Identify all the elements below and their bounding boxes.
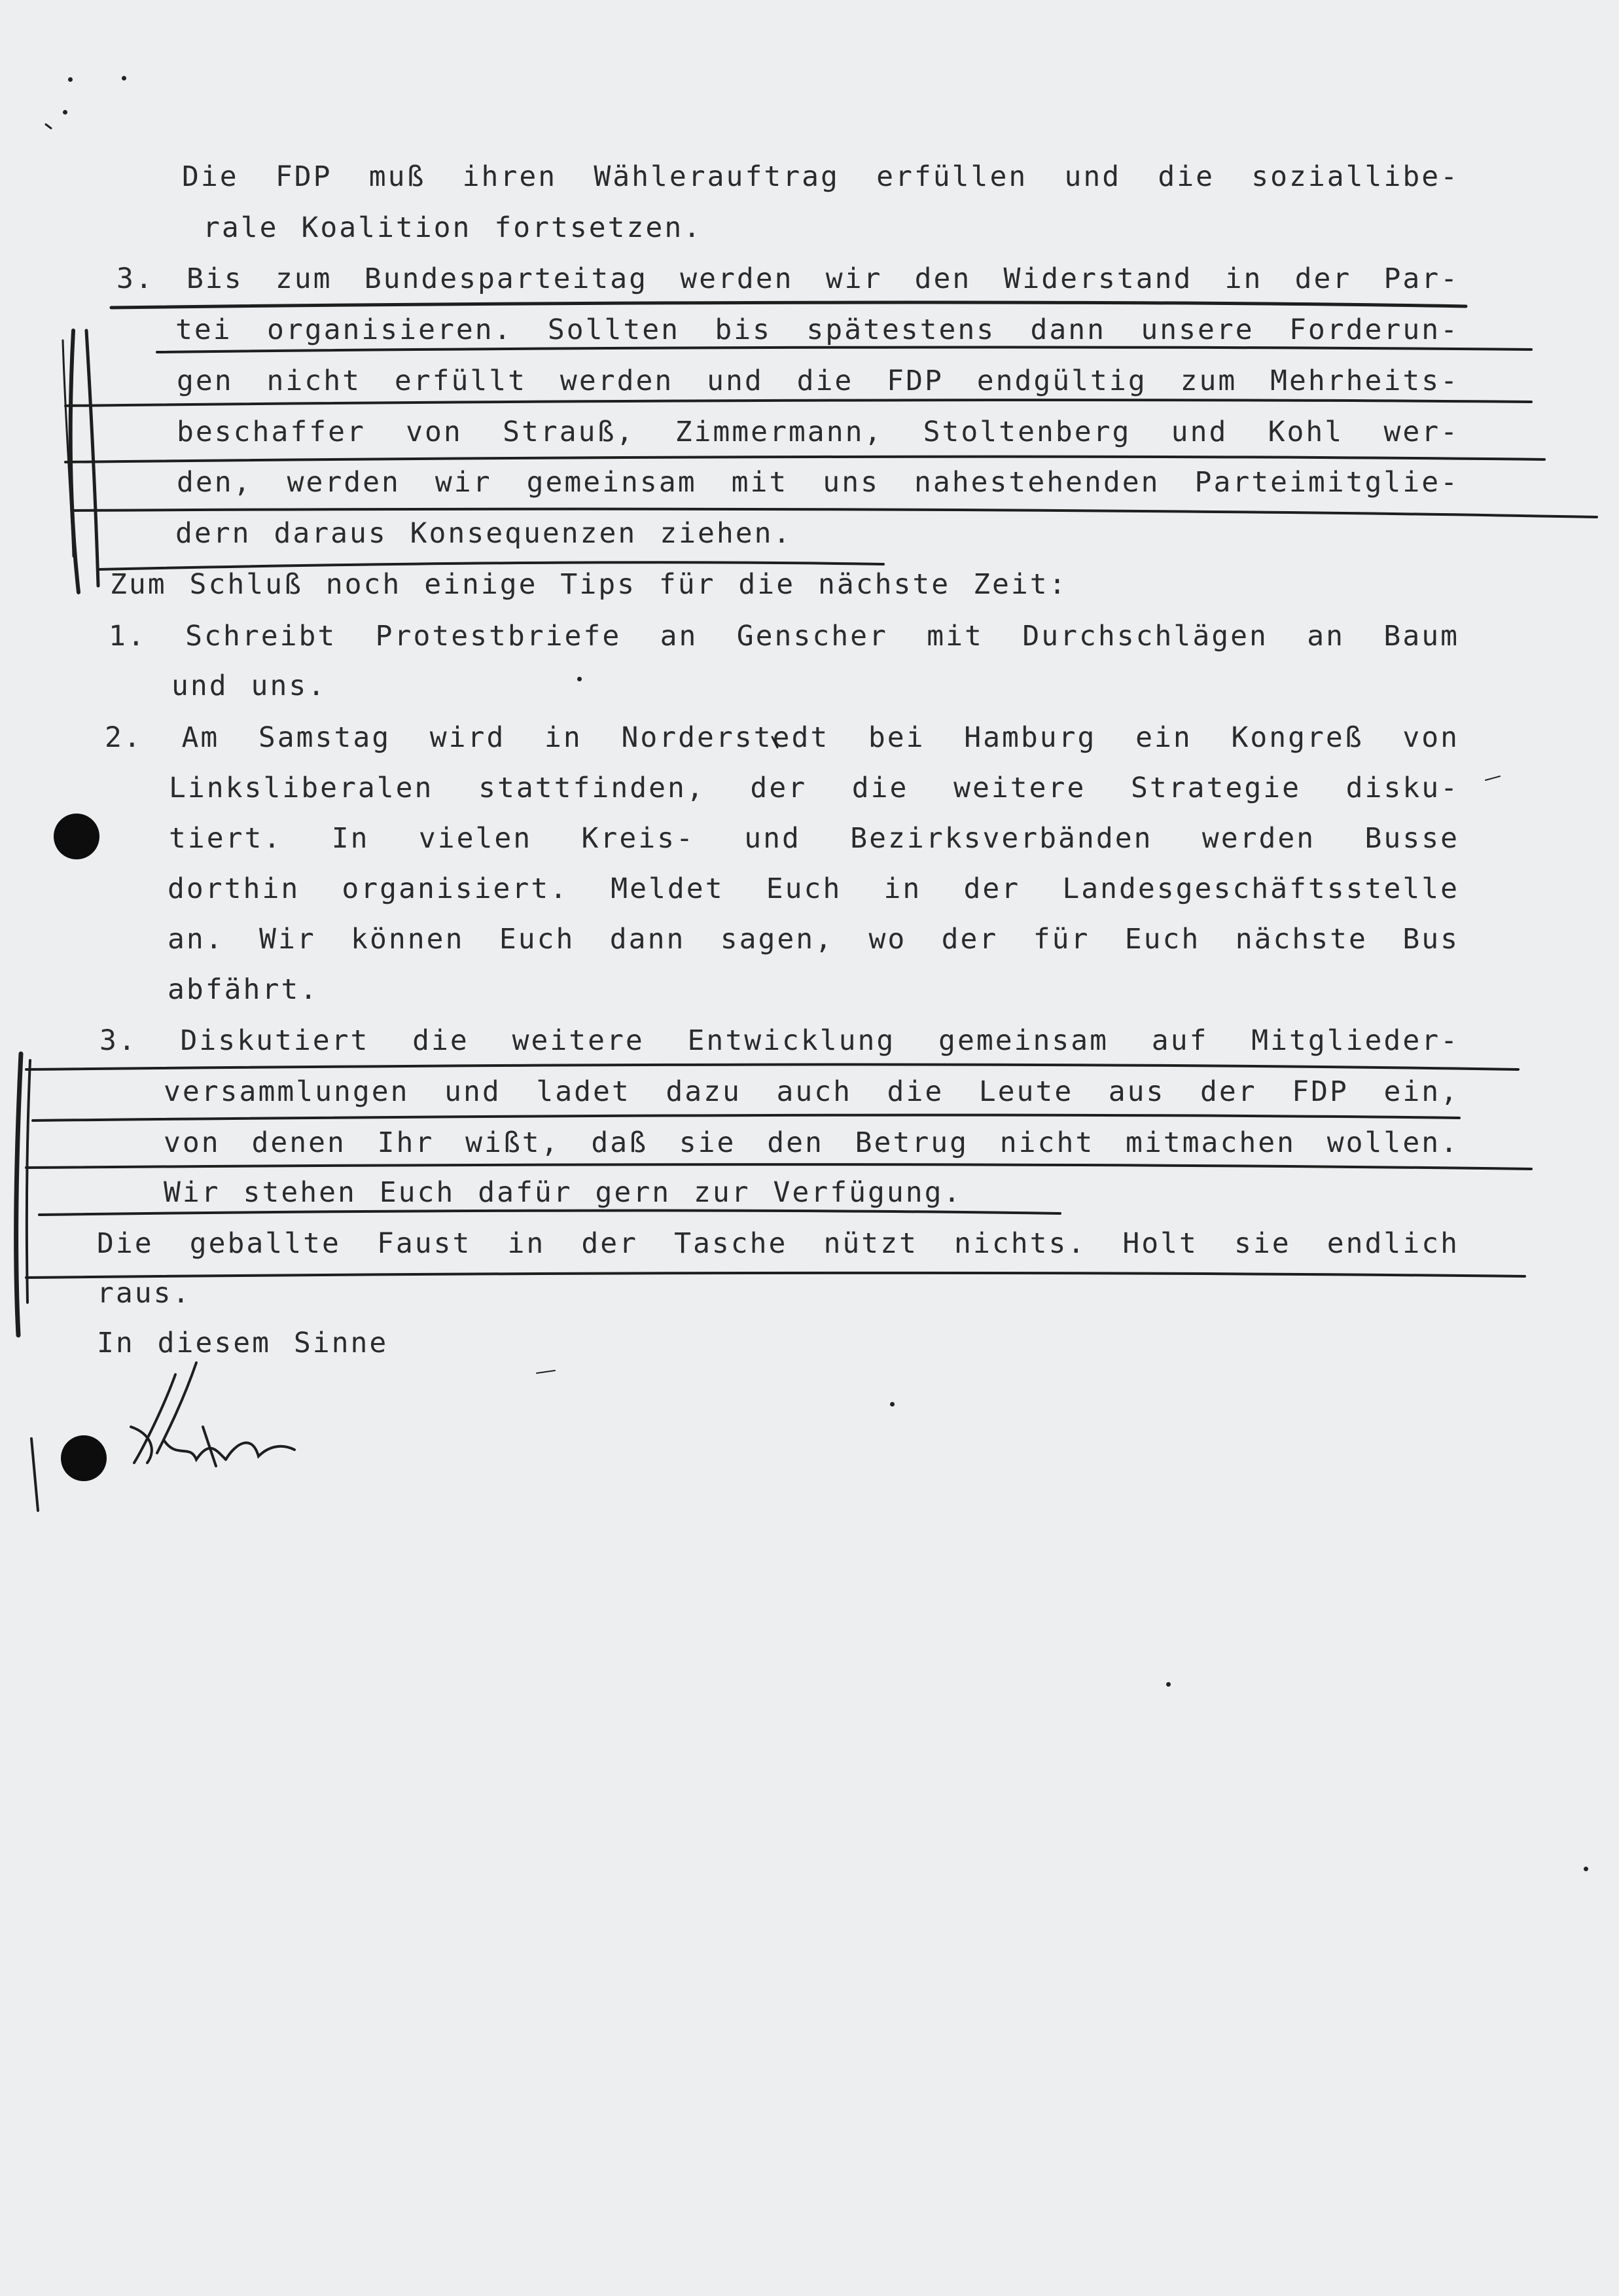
underline-mark	[65, 400, 1531, 406]
underline-mark	[157, 348, 1531, 352]
text-line-17: abfährt.	[168, 973, 319, 1006]
margin-bar-mark	[27, 1060, 30, 1302]
punch-hole-upper	[54, 814, 99, 859]
text-line-15: dorthin organisiert. Meldet Euch in der Landesgeschäftsstelle	[168, 872, 1459, 905]
margin-bar-mark	[86, 331, 98, 586]
scan-speck	[63, 110, 67, 115]
underline-mark	[111, 302, 1466, 308]
scan-speck	[577, 677, 582, 681]
underline-mark	[72, 509, 1597, 517]
text-line-23: raus.	[97, 1277, 192, 1310]
text-line-3: 3. Bis zum Bundesparteitag werden wir den Widerstand in der Par-	[116, 262, 1459, 295]
text-line-2: rale Koalition fortsetzen.	[203, 211, 703, 244]
text-line-11: und uns.	[171, 670, 327, 702]
text-line-16: an. Wir können Euch dann sagen, wo der für Euch nächste Bus	[168, 923, 1459, 956]
underline-mark	[26, 1064, 1518, 1069]
underline-mark	[39, 1211, 1060, 1215]
text-line-9: Zum Schluß noch einige Tips für die nächste Zeit:	[110, 568, 1068, 601]
underline-mark	[26, 1273, 1525, 1278]
text-line-19: versammlungen und ladet dazu auch die Leute aus der FDP ein,	[164, 1075, 1459, 1108]
punch-hole-lower	[61, 1435, 107, 1481]
text-line-7: den, werden wir gemeinsam mit uns nahestehenden Parteimitglie-	[177, 466, 1459, 499]
text-line-5: gen nicht erfüllt werden und die FDP endgültig zum Mehrheits-	[177, 365, 1459, 397]
underline-mark	[65, 457, 1544, 462]
scan-speck	[890, 1402, 895, 1407]
scan-speck	[68, 77, 73, 82]
text-line-22: Die geballte Faust in der Tasche nützt nichts. Holt sie endlich	[97, 1227, 1459, 1260]
text-line-6: beschaffer von Strauß, Zimmermann, Stoltenberg und Kohl wer-	[177, 416, 1459, 448]
underline-mark	[98, 562, 883, 569]
scan-speck	[1584, 1867, 1588, 1871]
text-line-4: tei organisieren. Sollten bis spätestens dann unsere Forderun-	[175, 314, 1459, 346]
margin-tick-mark	[31, 1439, 38, 1511]
underline-mark	[33, 1115, 1459, 1121]
text-line-8: dern daraus Konsequenzen ziehen.	[175, 517, 792, 550]
text-line-13: Linksliberalen stattfinden, der die weitere Strategie disku-	[169, 772, 1459, 804]
signature	[131, 1363, 294, 1466]
scan-speck	[122, 76, 126, 81]
text-line-20: von denen Ihr wißt, daß sie den Betrug nicht mitmachen wollen.	[164, 1126, 1459, 1159]
text-line-12: 2. Am Samstag wird in Norderstedt bei Hamburg ein Kongreß von	[105, 721, 1459, 754]
text-line-14: tiert. In vielen Kreis- und Bezirksverbänden werden Busse	[169, 822, 1459, 855]
text-line-1: Die FDP muß ihren Wählerauftrag erfüllen und die soziallibe-	[182, 160, 1459, 193]
text-line-18: 3. Diskutiert die weitere Entwicklung gemeinsam auf Mitglieder-	[99, 1024, 1459, 1057]
underline-mark	[26, 1164, 1531, 1169]
scan-speck	[1166, 1682, 1171, 1687]
text-line-24: In diesem Sinne	[97, 1327, 389, 1359]
text-line-10: 1. Schreibt Protestbriefe an Genscher mit Durchschlägen an Baum	[109, 620, 1459, 653]
text-line-21: Wir stehen Euch dafür gern zur Verfügung.	[164, 1176, 963, 1209]
margin-bar-mark	[16, 1054, 21, 1335]
